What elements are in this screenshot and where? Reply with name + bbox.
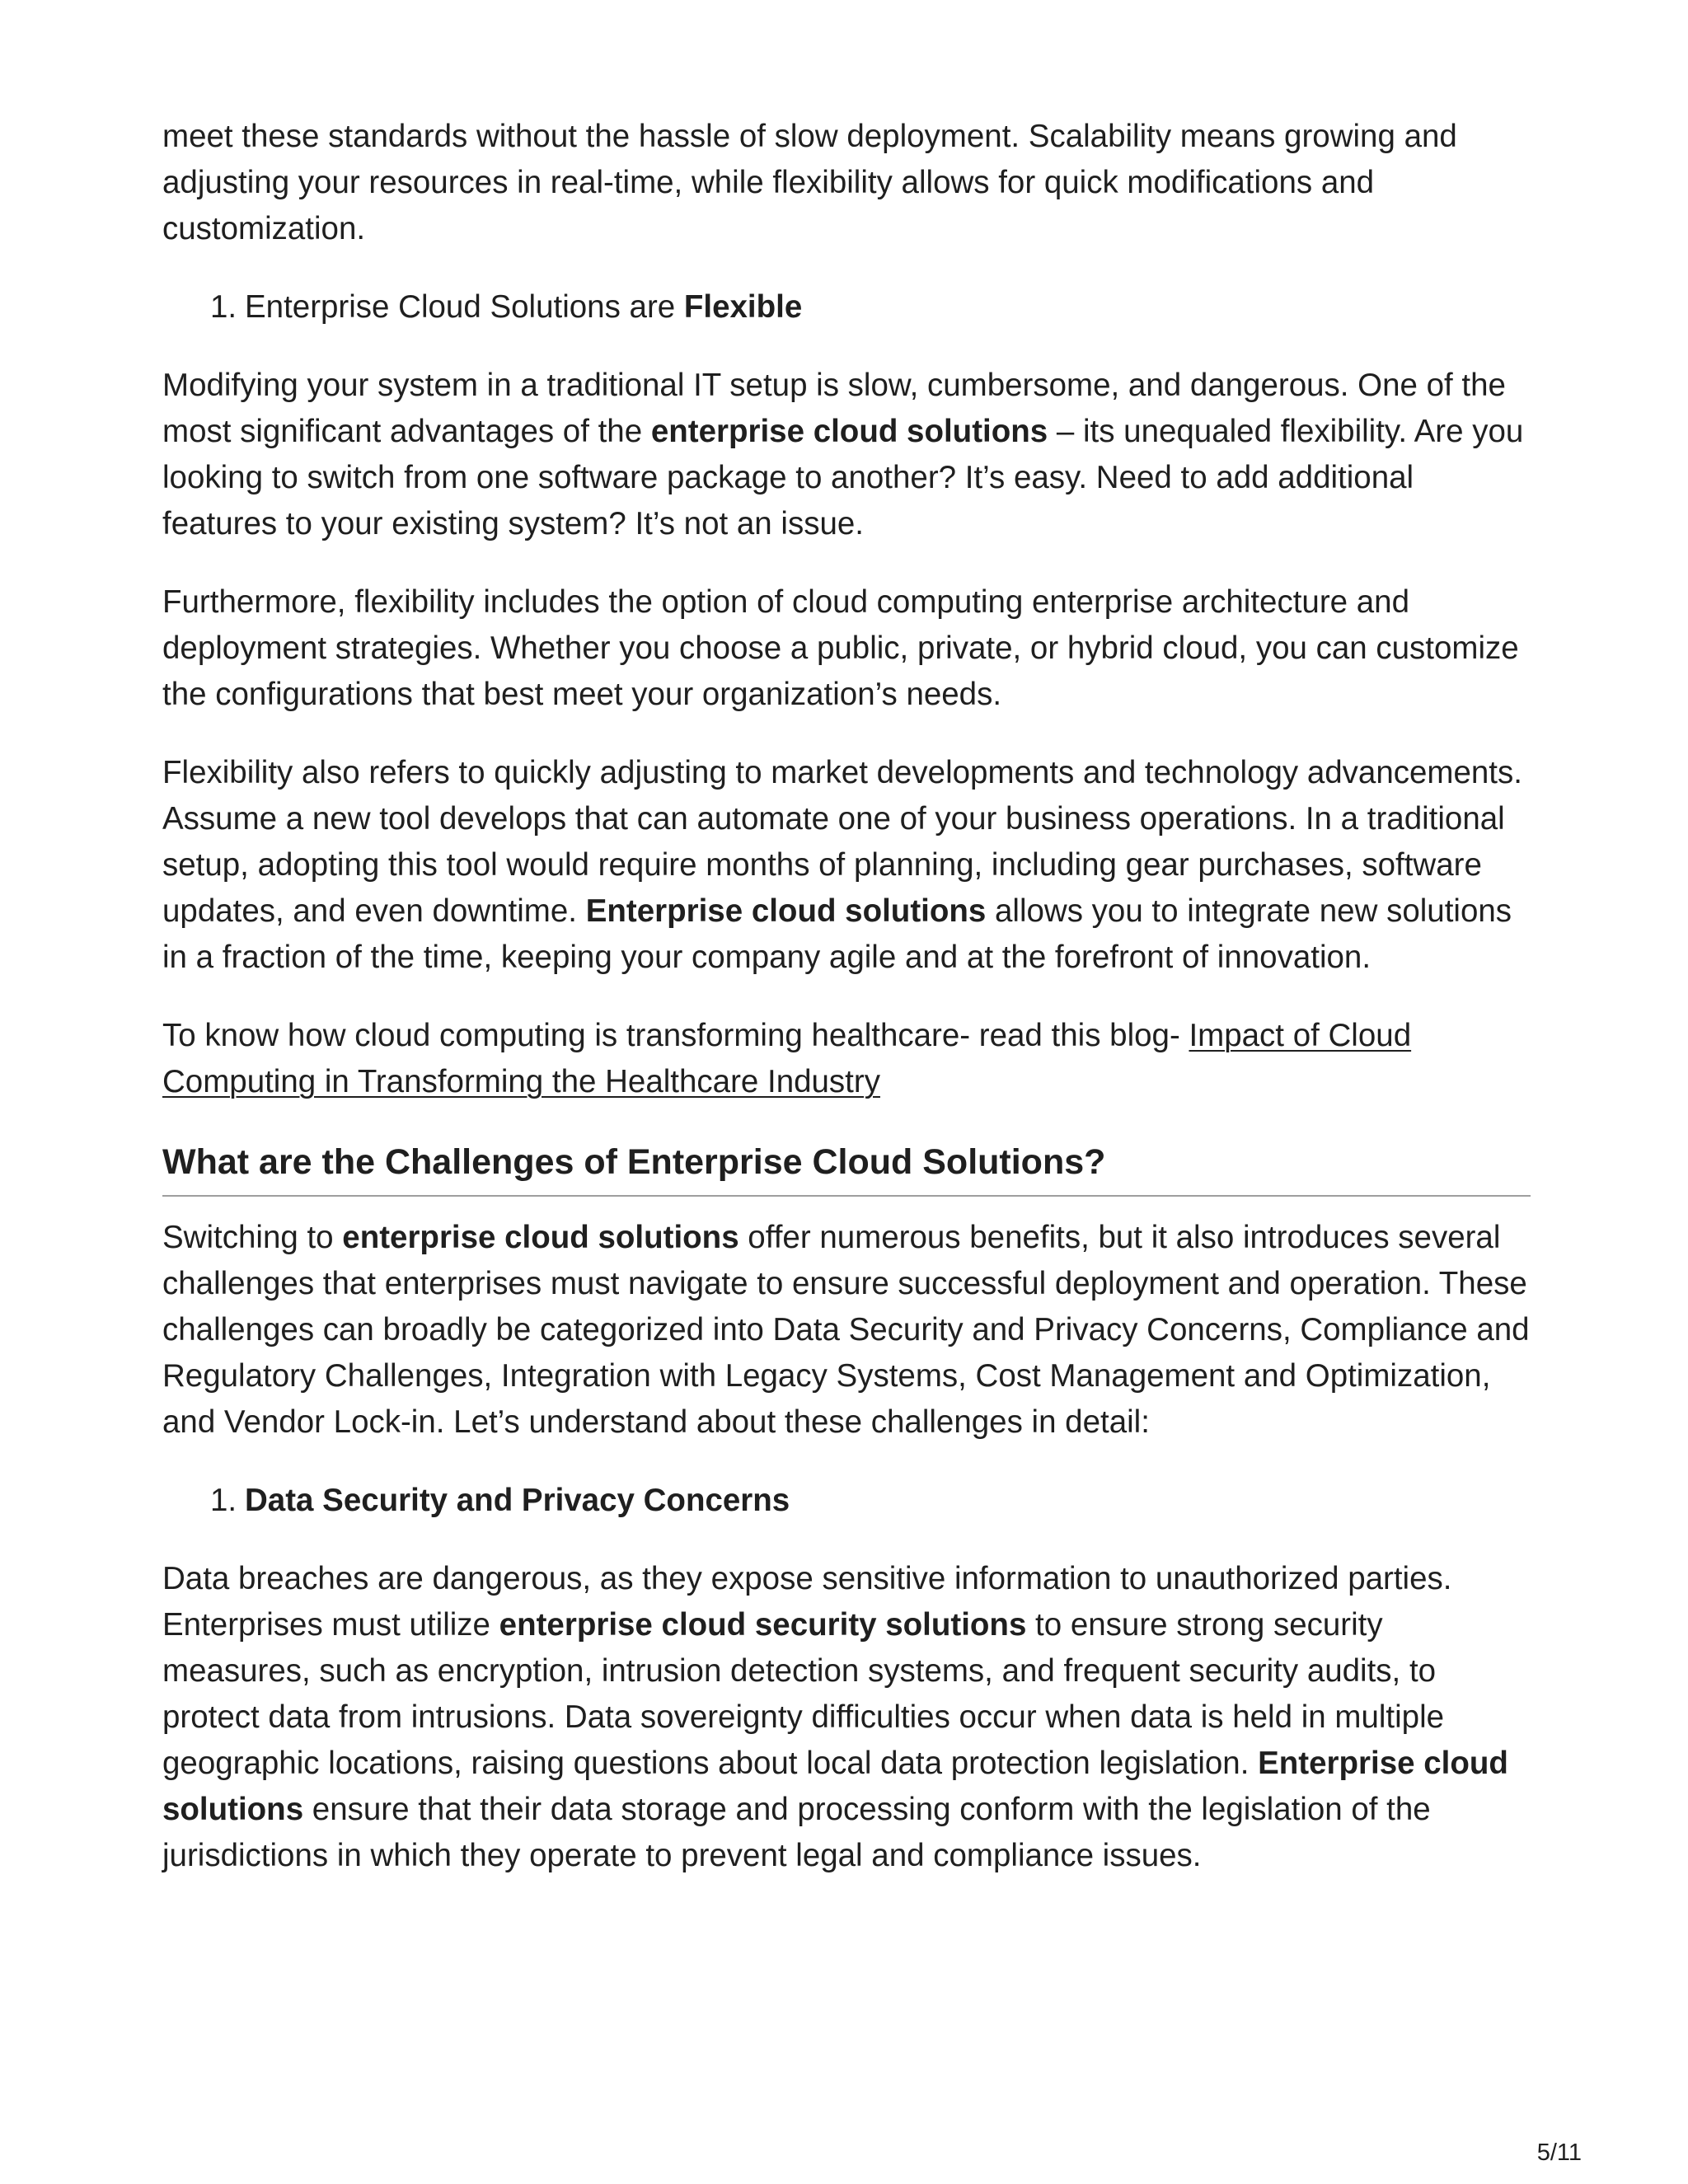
list-bold: Flexible [683, 289, 803, 325]
list-number: 1. [210, 1483, 237, 1518]
bold-run: enterprise cloud solutions [650, 414, 1048, 449]
flexibility-also-paragraph [162, 750, 1531, 981]
text-run: to ensure strong security measures, such as encryption, intrusion detection systems, and frequent security audits, to protect data from intrusions. Data sovereignty difficulties occur when data is held in multiple geographic locations, raising questions about local data protection legislation. [162, 1607, 1445, 1781]
text-run: Flexibility also refers to quickly adjusting to market developments and technology advancements. Assume a new tool develops that can automate one of your business operations. In a traditional setup, adopting this tool would require months of planning, including gear purchases, software updates, and even downtime. [162, 755, 1522, 929]
text-run: Switching to [162, 1220, 343, 1255]
intro-paragraph [162, 114, 1531, 252]
list-item-flexible [162, 284, 1531, 330]
list-bold: Data Security and Privacy Concerns [245, 1483, 790, 1518]
text-run: allows you to integrate new solutions in a fraction of the time, keeping your company agile and at the forefront of innovation. [162, 893, 1512, 975]
text-run: ensure that their data storage and processing conform with the legislation of the jurisdictions in which they operate to prevent legal and compliance issues. [162, 1792, 1431, 1873]
text-run: Data breaches are dangerous, as they expose sensitive information to unauthorized parties. Enterprises must utilize [162, 1561, 1452, 1643]
healthcare-blog-link[interactable]: Impact of Cloud Computing in Transforming the Healthcare Industry [162, 1018, 1412, 1099]
bold-run: Enterprise cloud solutions [162, 1746, 1508, 1827]
text-run: Furthermore, flexibility includes the option of cloud computing enterprise architecture and deployment strategies. Whether you choose a public, private, or hybrid cloud, you can customize the configurations that best meet your organization’s needs. [162, 584, 1519, 712]
document-page [162, 114, 1531, 1911]
intro-text: meet these standards without the hassle of slow deployment. Scalability means growing and adjusting your resources in real-time, while flexibility allows for quick modifications and customization. [162, 119, 1457, 246]
modifying-paragraph [162, 363, 1531, 547]
text-run: To know how cloud computing is transforming healthcare- read this blog- [162, 1018, 1189, 1053]
furthermore-paragraph [162, 579, 1531, 718]
text-run: – its unequaled flexibility. Are you looking to switch from one software package to another? It’s easy. Need to add additional features to your existing system? It’s not an issue. [162, 414, 1524, 541]
switching-paragraph [162, 1215, 1531, 1446]
list-text: Enterprise Cloud Solutions are [245, 289, 684, 325]
list-item-security [162, 1478, 1531, 1524]
list-number: 1. [210, 289, 237, 325]
page-number: 5/11 [1536, 2139, 1582, 2166]
text-run: Modifying your system in a traditional IT setup is slow, cumbersome, and dangerous. One of the most significant advantages of the [162, 368, 1506, 449]
blog-paragraph [162, 1013, 1531, 1105]
bold-run: enterprise cloud solutions [342, 1220, 739, 1255]
bold-run: enterprise cloud security solutions [499, 1607, 1027, 1643]
bold-run: Enterprise cloud solutions [585, 893, 987, 929]
breaches-paragraph [162, 1556, 1531, 1879]
challenges-heading: What are the Challenges of Enterprise Cloud Solutions? [162, 1137, 1531, 1197]
text-run: offer numerous benefits, but it also introduces several challenges that enterprises must navigate to ensure successful deployment and operation. These challenges can broadly be categorized into Data Security and Privacy Concerns, Compliance and Regulatory Challenges, Integration with Legacy Systems, Cost Management and Optimization, and Vendor Lock-in. Let’s understand about these challenges in detail: [162, 1220, 1530, 1440]
